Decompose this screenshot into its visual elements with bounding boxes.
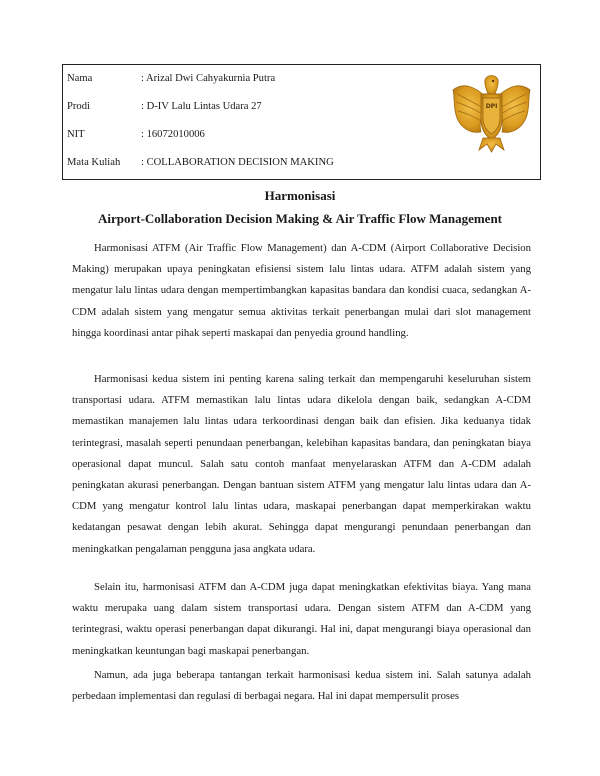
info-value: : 16072010006 [141, 129, 205, 140]
paragraph [72, 369, 531, 560]
paragraph [72, 577, 531, 662]
info-row-nama [67, 72, 275, 86]
paragraph [72, 238, 531, 344]
paragraph-text: Namun, ada juga beberapa tantangan terkait harmonisasi kedua sistem ini. Salah satunya adalah perbedaan implementasi dan regulasi di berbagai negara. Hal ini dapat mempersulit proses [72, 669, 531, 703]
paragraph-text: Harmonisasi kedua sistem ini penting karena saling terkait dan mempengaruhi keseluruhan sistem transportasi udara. ATFM memastikan lalu lintas udara dikelola dengan baik, sedangkan A-CDM memastikan manajemen lalu lintas udara terkoordinasi dengan baik dan efisien. Jika keduanya tidak terintegrasi, masalah seperti penundaan penerbangan, kelebihan kapasitas bandara, dan peningkatan biaya operasional dapat muncul. Salah satu contoh manfaat menyelaraskan ATFM dan A-CDM adalah peningkatan akurasi penerbangan. Dengan bantuan sistem ATFM yang mengatur lalu lintas udara dan A-CDM yang mengatur kontrol lalu lintas udara, maskapai penerbangan dapat memperkirakan waktu kedatangan pesawat dengan lebih akurat. Sehingga dapat mengurangi penundaan penerbangan dan meningkatkan pengalaman pengguna jasa angkata udara. [72, 373, 531, 555]
document-subtitle: Airport-Collaboration Decision Making & Air Traffic Flow Management [97, 211, 503, 226]
info-label: NIT [67, 129, 85, 140]
info-label: Prodi [67, 101, 90, 112]
info-value: : COLLABORATION DECISION MAKING [141, 157, 334, 168]
document-title: Harmonisasi [264, 188, 336, 203]
info-value: : Arizal Dwi Cahyakurnia Putra [141, 73, 276, 84]
paragraph [72, 665, 531, 707]
info-row-mata-kuliah [67, 156, 334, 170]
info-label: Mata Kuliah [67, 157, 121, 168]
info-value: : D-IV Lalu Lintas Udara 27 [141, 101, 262, 112]
institution-garuda-logo [449, 68, 534, 154]
paragraph-text: Harmonisasi ATFM (Air Traffic Flow Management) dan A-CDM (Airport Collaborative Decision Making) merupakan upaya peningkatan efisiensi sistem lalu lintas udara. ATFM adalah sistem yang mengatur lalu lintas udara dengan mempertimbangkan kapasitas bandara dan kondisi cuaca, sedangkan A-CDM adalah sistem yang mengatur semua aktivitas terkait penerbangan mulai dari slot management hingga koordinasi antar pihak seperti maskapai dan penyedia ground handling. [72, 242, 531, 339]
info-row-nit [67, 128, 205, 142]
paragraph-text: Selain itu, harmonisasi ATFM dan A-CDM juga dapat meningkatkan efektivitas biaya. Yang mana waktu merupaka uang dalam sistem transportasi udara. Dengan sistem ATFM dan A-CDM yang terintegrasi, waktu operasi penerbangan dapat dikurangi. Hal ini, dapat mengurangi biaya operasional dan meningkatkan keuntungan bagi maskapai penerbangan. [72, 581, 531, 657]
logo-text: DPI [485, 103, 498, 110]
info-row-prodi [67, 100, 262, 114]
info-label: Nama [67, 73, 93, 84]
